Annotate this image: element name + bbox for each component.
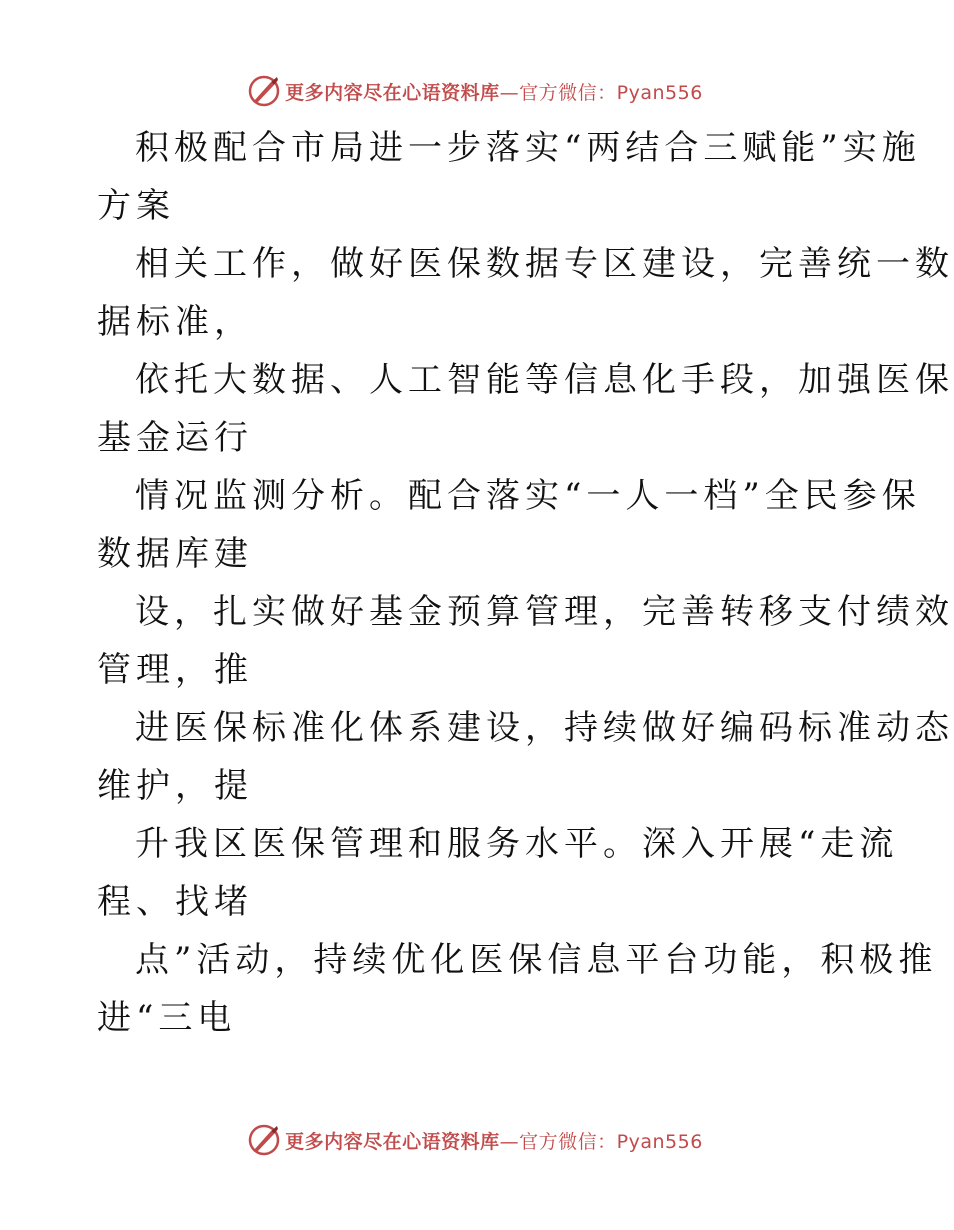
paragraph-line: 设，扎实做好基金预算管理，完善转移支付绩效 — [135, 592, 954, 632]
paragraph-line: 基金运行 — [97, 418, 253, 458]
header-banner-text — [285, 78, 703, 105]
paragraph-4 — [97, 467, 921, 583]
paragraph-line: 数据库建 — [97, 534, 253, 574]
header-banner — [0, 71, 950, 111]
paragraph-line: 依托大数据、人工智能等信息化手段，加强医保 — [135, 360, 954, 400]
paragraph-5 — [97, 583, 954, 699]
paragraph-1 — [97, 119, 921, 235]
paragraph-line: 维护，提 — [97, 766, 253, 806]
header-contact-text: 官方微信：Pyan556 — [519, 81, 703, 104]
paragraph-line: 程、找堵 — [97, 882, 253, 922]
paragraph-line: 积极配合市局进一步落实“两结合三赋能”实施 — [135, 128, 921, 168]
document-body — [97, 119, 954, 1047]
footer-separator: — — [499, 1130, 520, 1153]
paragraph-line: 据标准， — [97, 302, 253, 342]
paragraph-3 — [97, 351, 954, 467]
paragraph-line: 相关工作，做好医保数据专区建设，完善统一数 — [135, 244, 954, 284]
paragraph-line: 进“三电 — [97, 998, 237, 1038]
paragraph-line: 方案 — [97, 186, 175, 226]
header-separator: — — [499, 81, 520, 104]
paragraph-line: 情况监测分析。配合落实“一人一档”全民参保 — [135, 476, 921, 516]
paragraph-2 — [97, 235, 954, 351]
paragraph-6 — [97, 699, 954, 815]
paragraph-line: 升我区医保管理和服务水平。深入开展“走流 — [135, 824, 899, 864]
quill-logo-icon — [247, 1123, 281, 1157]
paragraph-line: 管理，推 — [97, 650, 253, 690]
footer-contact-text: 官方微信：Pyan556 — [519, 1130, 703, 1153]
header-brand-text: 更多内容尽在心语资料库 — [285, 81, 500, 104]
paragraph-line: 进医保标准化体系建设，持续做好编码标准动态 — [135, 708, 954, 748]
paragraph-7 — [97, 815, 899, 931]
footer-brand-text: 更多内容尽在心语资料库 — [285, 1130, 500, 1153]
footer-banner — [0, 1120, 950, 1160]
paragraph-8 — [97, 931, 938, 1047]
footer-banner-text — [285, 1127, 703, 1154]
paragraph-line: 点”活动，持续优化医保信息平台功能，积极推 — [135, 940, 938, 980]
quill-logo-icon — [247, 74, 281, 108]
